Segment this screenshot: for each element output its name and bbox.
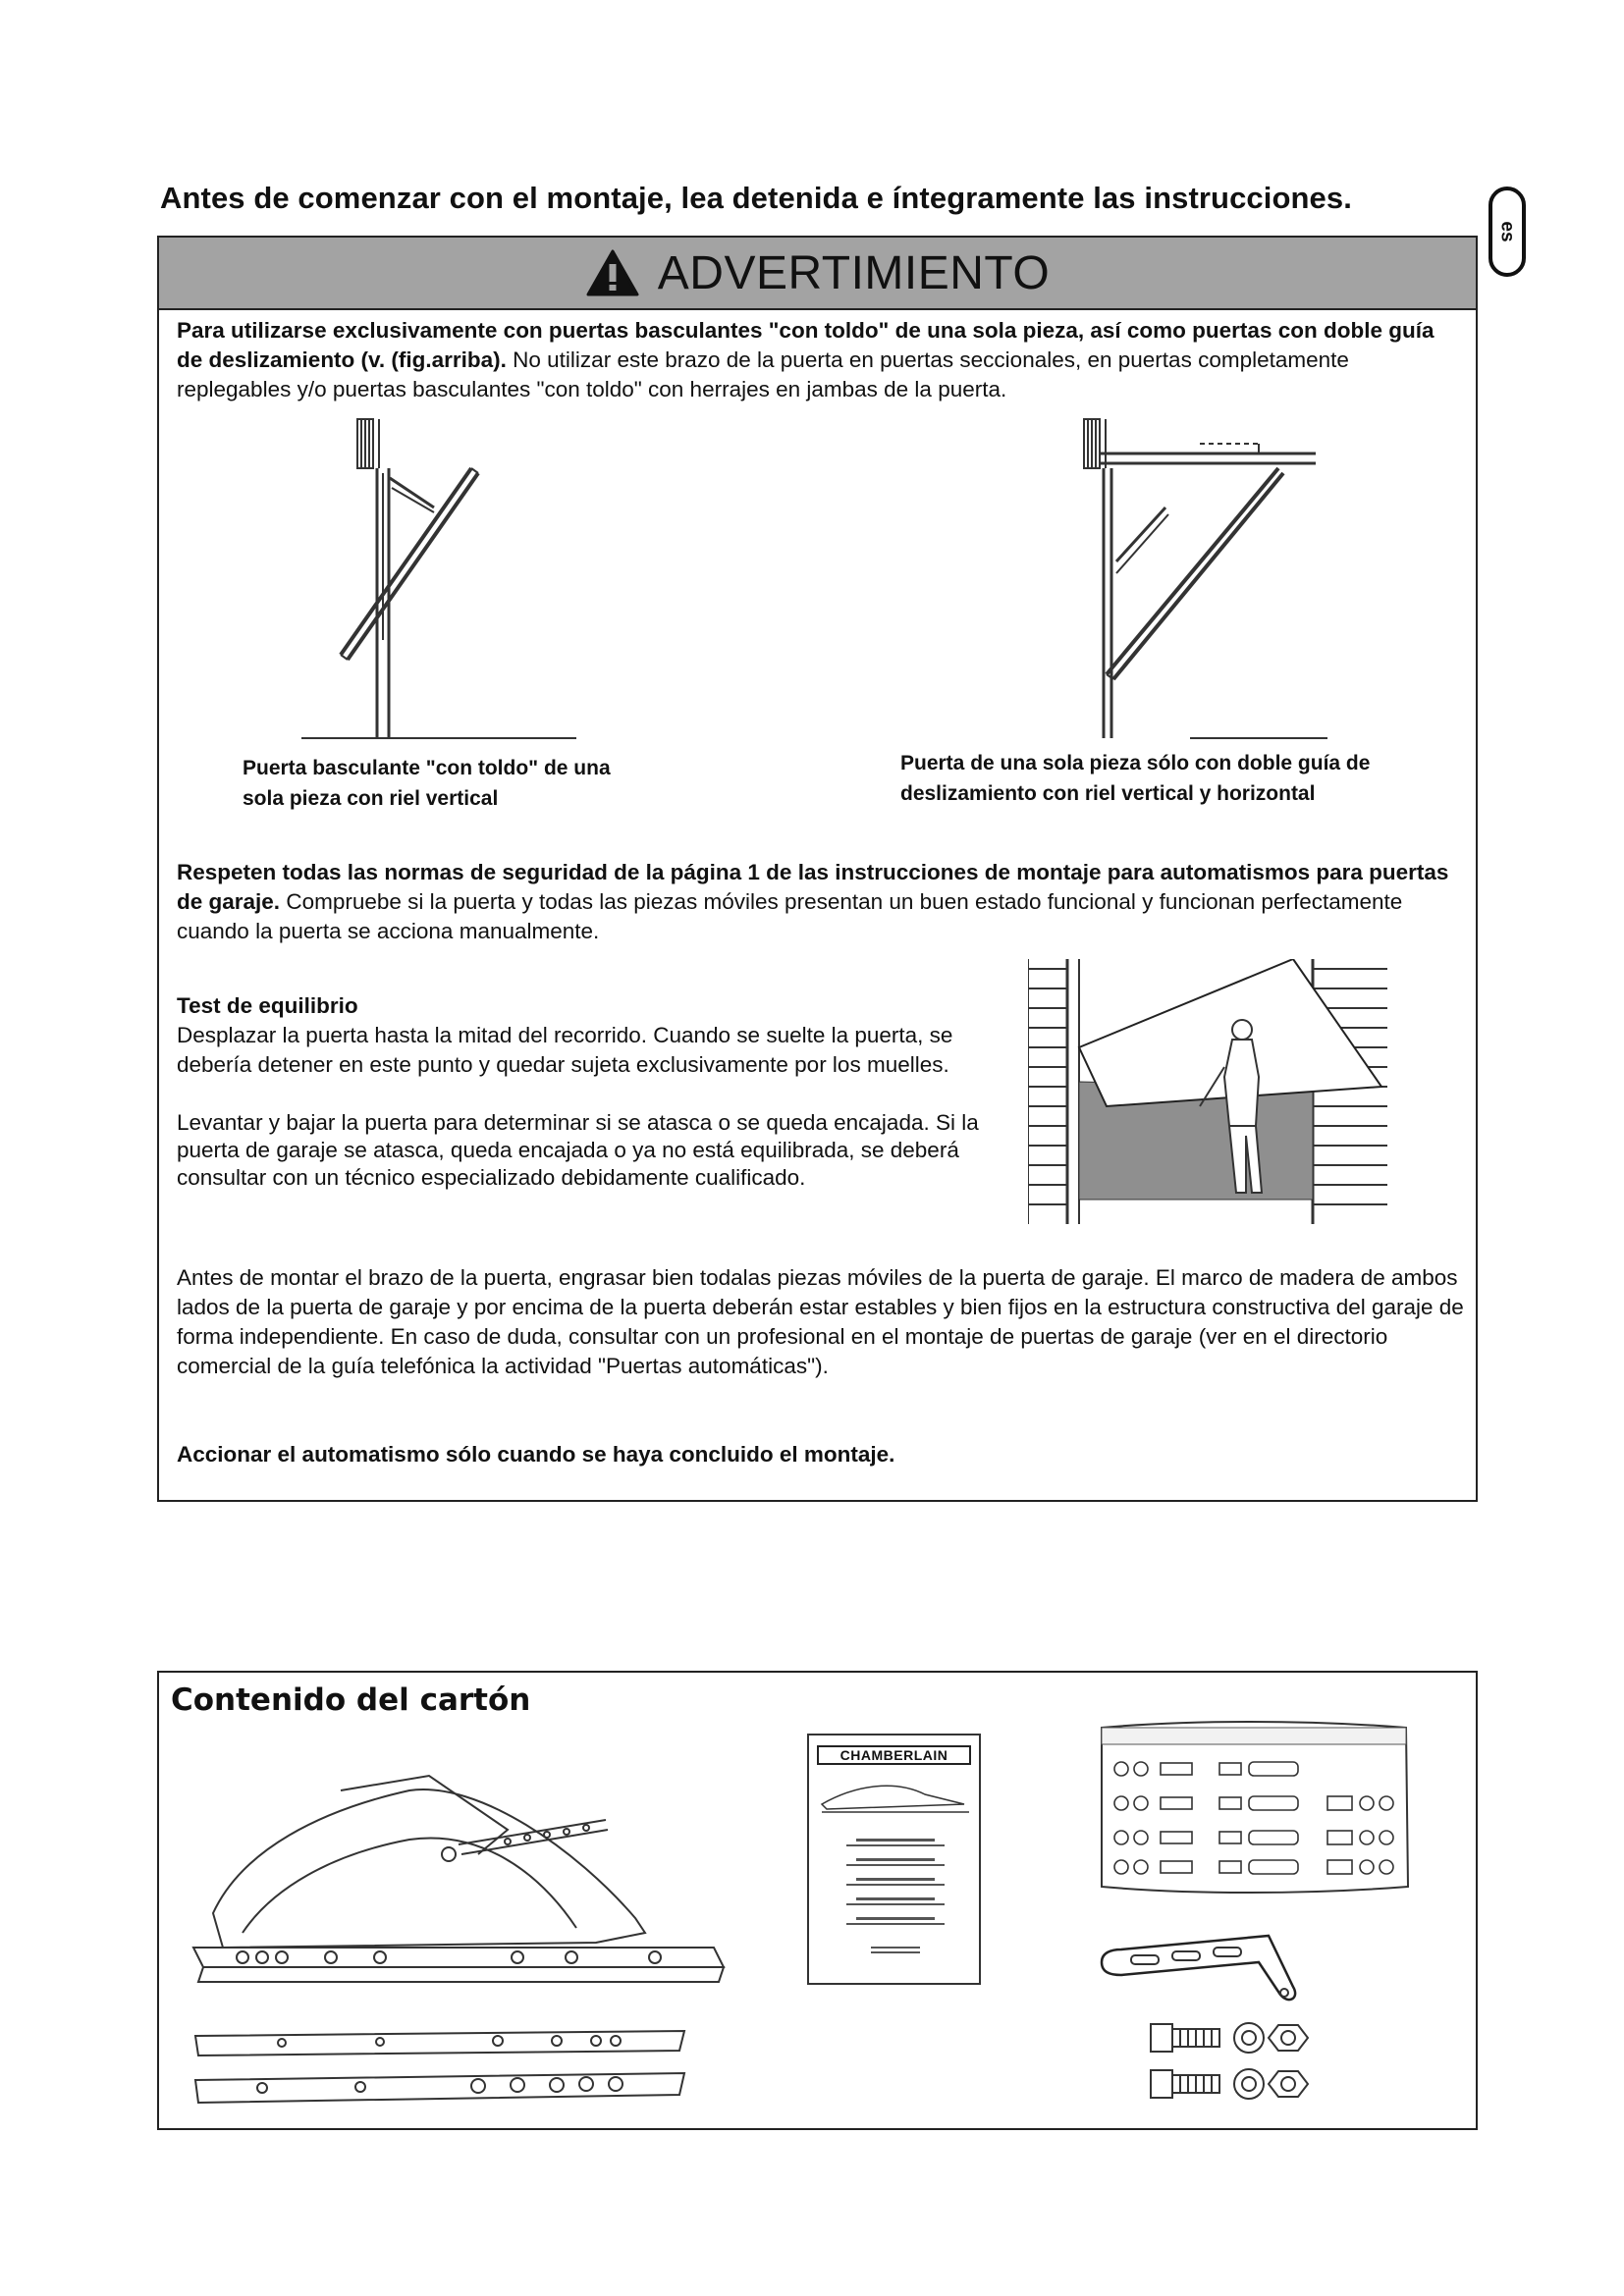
bolts-washers-nuts-illustration — [1141, 2009, 1318, 2112]
manual-brand-logo: CHAMBERLAIN — [817, 1745, 971, 1765]
warning-box — [157, 236, 1478, 1502]
warning-intro — [177, 316, 1463, 404]
figure-door-double-rail — [1023, 414, 1347, 748]
language-badge — [1489, 187, 1526, 277]
door-arm-assembly-illustration — [184, 1761, 871, 2124]
warning-header — [159, 238, 1476, 310]
safety-normal: Compruebe si la puerta y todas las piezas móviles presentan un buen estado funcional y funcionan perfectamente cuando la puerta se acciona manualmente. — [177, 889, 1403, 943]
warning-title: ADVERTIMIENTO — [657, 246, 1051, 299]
balance-test-title: Test de equilibrio — [177, 993, 358, 1018]
hardware-bag-illustration — [1092, 1720, 1416, 1916]
warning-intro-bold: Para utilizarse exclusivamente con puertas basculantes "con toldo" de una sola pieza, así como puertas con doble guía de deslizamiento (v. (fig.arriba). — [177, 318, 1435, 372]
lubrication-paragraph: Antes de montar el brazo de la puerta, engrasar bien todalas piezas móviles de la puerta de garaje. El marco de madera de ambos lados de la puerta de garaje y por encima de la puerta deberán estar estables y bien fijos en la estructura constructiva del garaje de forma independiente. En caso de duda, consultar con un profesional en el montaje de puertas de garaje (ver en el directorio comercial de la guía telefónica la actividad "Puertas automáticas"). — [177, 1265, 1464, 1378]
page-heading: Antes de comenzar con el montaje, lea detenida e íntegramente las instrucciones. — [160, 181, 1352, 215]
safety-paragraph — [177, 858, 1463, 946]
safety-bold: Respeten todas las normas de seguridad de la página 1 de las instrucciones de montaje para automatismos para puertas de garaje. — [177, 860, 1449, 914]
balance-test-paragraph-1: Desplazar la puerta hasta la mitad del recorrido. Cuando se suelte la puerta, se debería detener en este punto y quedar sujeta exclusivamente por los muelles. — [177, 1023, 953, 1077]
figure-tilt-door-vertical-rail — [297, 414, 591, 748]
figure-garage-door-balance-test — [1028, 959, 1391, 1229]
figure-left-caption: Puerta basculante "con toldo" de una sola pieza con riel vertical — [243, 757, 611, 810]
figure-right-caption: Puerta de una sola pieza sólo con doble guía de deslizamiento con riel vertical y horizontal — [900, 752, 1371, 805]
manual-cover-details — [817, 1765, 974, 1961]
language-code: es — [1496, 221, 1518, 242]
mounting-bracket-illustration — [1092, 1928, 1337, 2006]
contents-box — [157, 1671, 1478, 2130]
instruction-manual-booklet — [807, 1734, 981, 1985]
warning-intro-normal: No utilizar este brazo de la puerta en puertas seccionales, en puertas completamente replegables y/o puertas basculantes "con toldo" con herrajes en jambas de la puerta. — [177, 347, 1349, 401]
warning-triangle-icon — [585, 248, 640, 297]
balance-test-paragraph-2: Levantar y bajar la puerta para determinar si se atasca o se queda encajada. Si la puerta de garaje se atasca, queda encajada o ya no está equilibrada, se deberá consultar con un técnico especializado debidamente cualificado. — [177, 1110, 979, 1190]
final-note: Accionar el automatismo sólo cuando se haya concluido el montaje. — [177, 1442, 895, 1467]
contents-title: Contenido del cartón — [171, 1682, 531, 1718]
